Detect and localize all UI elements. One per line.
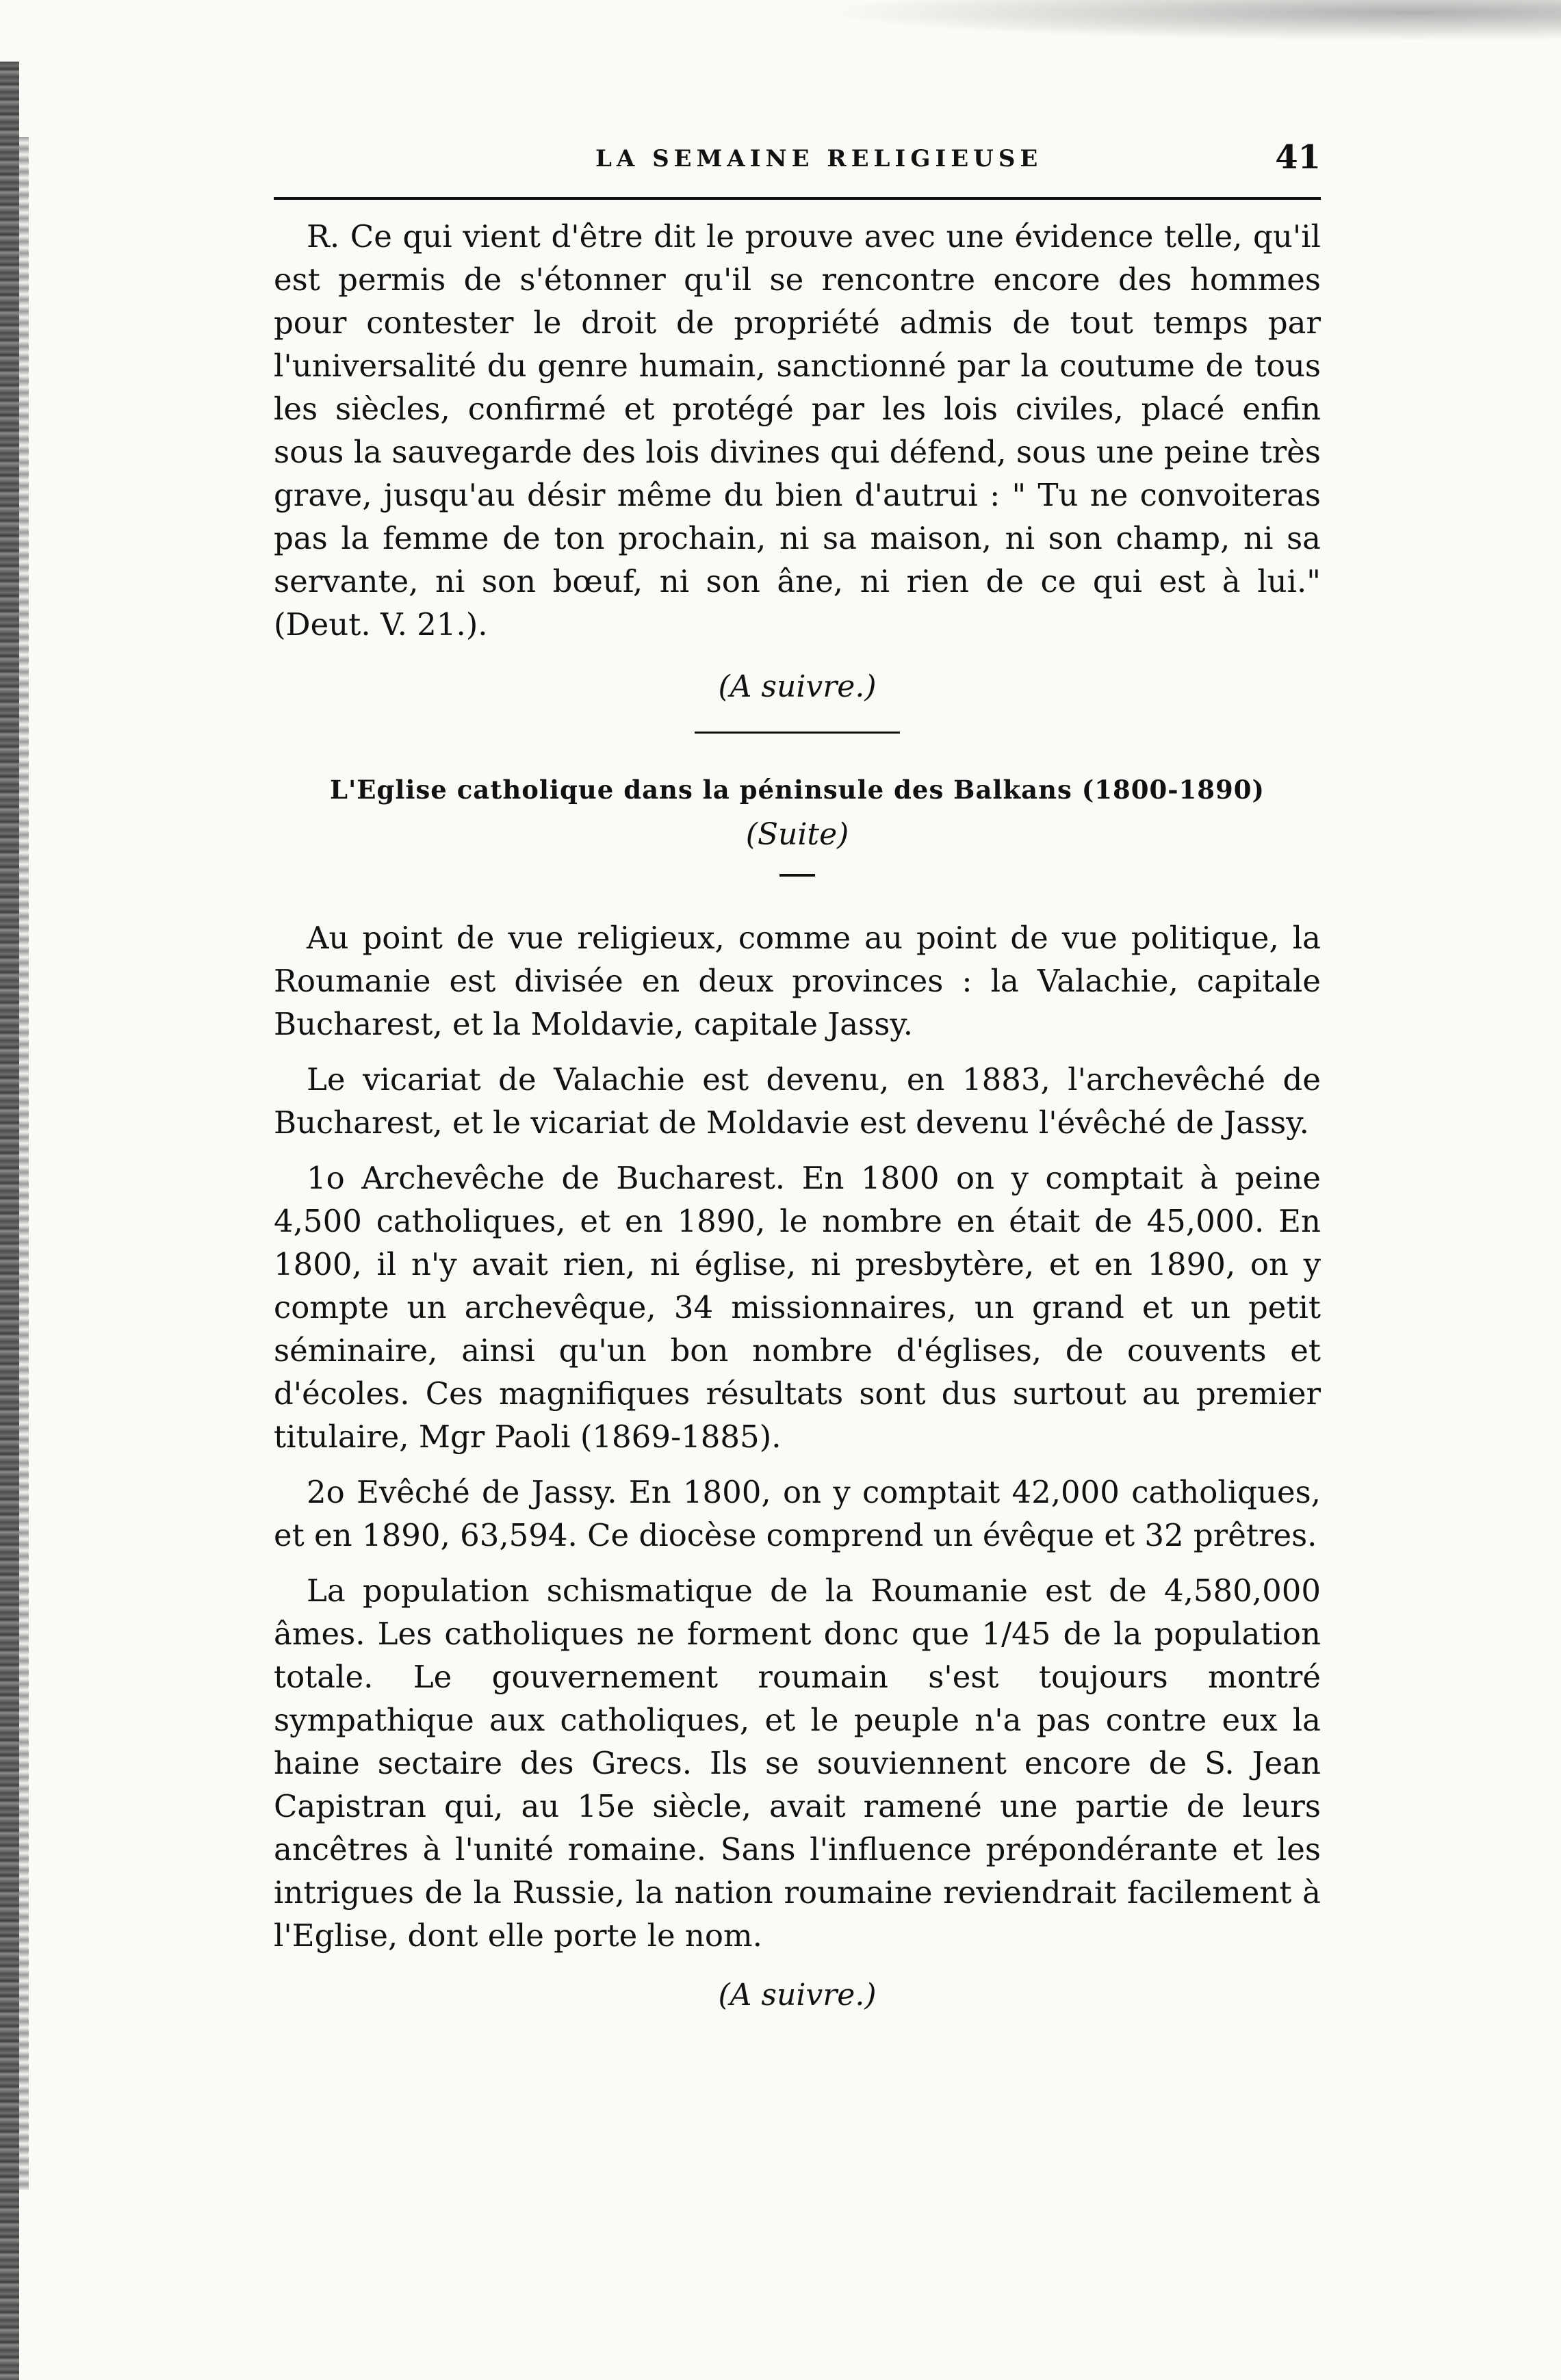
article-paragraph: Le vicariat de Valachie est devenu, en 1883, l'archevêché de Bucharest, et le vicariat de Moldavie est devenu l'évêché de Jassy.: [274, 1061, 1321, 1141]
header-rule: [274, 197, 1321, 200]
section-divider: [695, 732, 900, 734]
article-subtitle: (Suite): [745, 817, 849, 852]
page-content: [274, 137, 1321, 2013]
article-paragraph: Au point de vue religieux, comme au point de vue politique, la Roumanie est divisée en deux provinces : la Valachie, capitale Bucharest, et la Moldavie, capitale Jassy.: [274, 920, 1321, 1042]
page-number: 41: [1275, 138, 1321, 177]
scan-binding-noise: [19, 137, 29, 2190]
article-title: L'Eglise catholique dans la péninsule des Balkans (1800-1890): [329, 775, 1265, 805]
article-paragraph: La population schismatique de la Roumanie est de 4,580,000 âmes. Les catholiques ne forment donc que 1/45 de la population totale. Le gouvernement roumain s'est toujours montré sympathique aux catholiques, et le peuple n'a pas contre eux la haine sectaire des Grecs. Ils se souviennent encore de S. Jean Capistran qui, au 15e siècle, avait ramené une partie de leurs ancêtres à l'unité romaine. Sans l'influence prépondérante et les intrigues de la Russie, la nation roumaine reviendrait facilement à l'Eglise, dont elle porte le nom.: [274, 1573, 1321, 1954]
article-paragraph: 1o Archevêche de Bucharest. En 1800 on y comptait à peine 4,500 catholiques, et en 1890, le nombre en était de 45,000. En 1800, il n'y avait rien, ni église, ni presbytère, et en 1890, on y compte un archevêque, 34 missionnaires, un grand et un petit séminaire, ainsi qu'un bon nombre d'églises, de couvents et d'écoles. Ces magnifiques résultats sont dus surtout au premier titulaire, Mgr Paoli (1869-1885).: [274, 1160, 1321, 1455]
first-article-paragraph: R. Ce qui vient d'être dit le prouve avec une évidence telle, qu'il est permis de s'étonner qu'il se rencontre encore des hommes pour contester le droit de propriété admis de tout temps par l'universalité du genre humain, sanctionné par la coutume de tous les siècles, confirmé et protégé par les lois civiles, placé enfin sous la sauvegarde des lois divines qui défend, sous une peine très grave, jusqu'au désir même du bien d'autrui : " Tu ne convoiteras pas la femme de ton prochain, ni sa maison, ni son champ, ni sa servante, ni son bœuf, ni son âne, ni rien de ce qui est à lui." (Deut. V. 21.).: [274, 218, 1321, 643]
article-paragraph: 2o Evêché de Jassy. En 1800, on y comptait 42,000 catholiques, et en 1890, 63,594. Ce diocèse comprend un évêque et 32 prêtres.: [274, 1474, 1321, 1553]
running-head: [274, 137, 1321, 185]
first-article-continuation: (A suivre.): [718, 669, 877, 704]
journal-title: LA SEMAINE RELIGIEUSE: [595, 145, 1043, 172]
scan-binding-shadow: [0, 62, 19, 2380]
scan-smudge: [821, 0, 1561, 41]
subtitle-rule: [779, 874, 815, 877]
article-continuation: (A suivre.): [718, 1978, 877, 2013]
